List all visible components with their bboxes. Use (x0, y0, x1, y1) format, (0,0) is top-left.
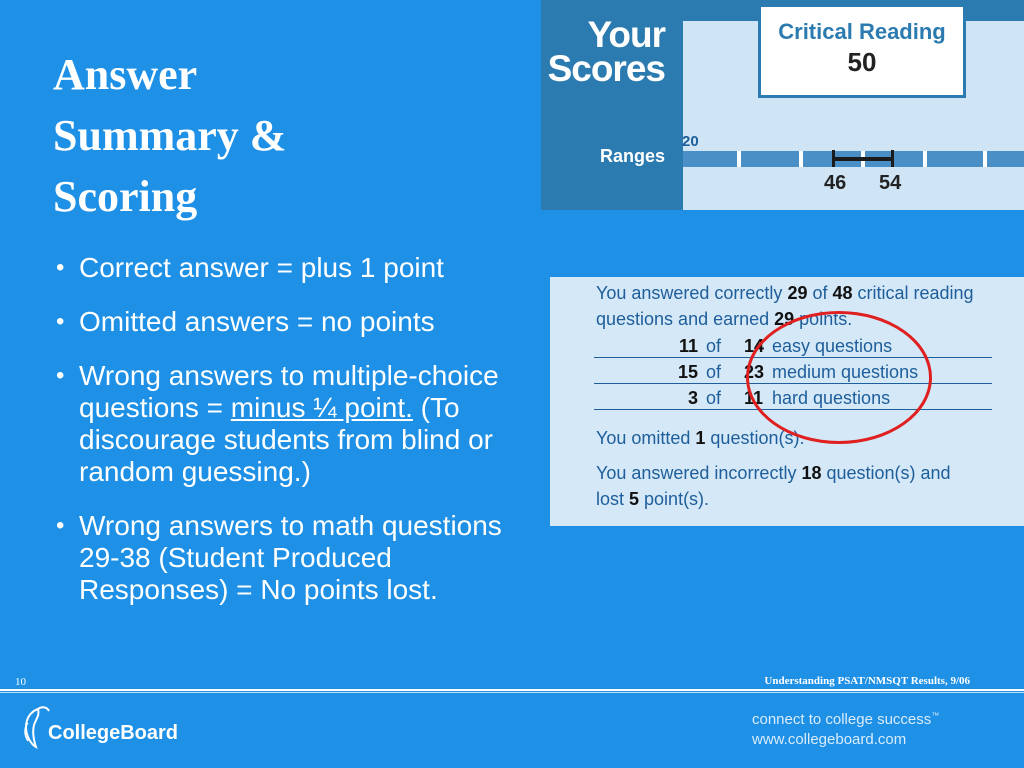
bullet-wrong-multiple-choice (56, 360, 544, 488)
bullet-text: Omitted answers = no points (79, 306, 435, 337)
row-total: 11 (744, 388, 764, 408)
incorrect-line (596, 460, 951, 486)
earned-points: 29 (774, 309, 795, 329)
footer-note: Understanding PSAT/NMSQT Results, 9/06 (764, 675, 970, 687)
scale-tick (799, 151, 803, 167)
correct-summary-line (596, 280, 974, 306)
trademark-mark: ™ (931, 711, 940, 720)
detail-text: You answered correctly (596, 283, 788, 303)
college-board-logo-text: CollegeBoard (48, 722, 179, 744)
bullet-underlined-text: minus ¼ point. (230, 392, 413, 423)
points-lost-line (596, 486, 709, 512)
heading-line: Scores (547, 48, 665, 89)
row-count: 11 (678, 336, 698, 356)
total-count: 48 (832, 283, 853, 303)
row-label: hard questions (772, 388, 891, 408)
detail-text: You answered incorrectly (596, 463, 802, 483)
ranges-label: Ranges (599, 146, 665, 166)
row-label: easy questions (772, 336, 893, 356)
bullet-text: Wrong answers to multiple-choice questions = (79, 360, 499, 423)
red-circle-highlight (746, 311, 932, 444)
score-range-line (833, 157, 893, 161)
detail-text: point(s). (639, 489, 710, 509)
slide-title: Answer Summary & Scoring (53, 50, 287, 221)
row-of: of (706, 362, 722, 382)
tagline (752, 706, 939, 750)
website-url: www.collegeboard.com (752, 731, 907, 748)
bullet-list (56, 252, 544, 628)
critical-reading-score-box (758, 4, 966, 98)
bullet-text: Correct answer = plus 1 point (79, 252, 444, 283)
row-of: of (706, 336, 722, 356)
slide-number: 10 (15, 676, 26, 688)
your-scores-heading (541, 14, 665, 89)
omitted-count: 1 (695, 428, 706, 448)
points-lost-count: 5 (629, 489, 640, 509)
tagline-line (752, 706, 939, 730)
detail-text: You omitted (596, 428, 696, 448)
row-count: 3 (687, 388, 698, 408)
score-report-panel (541, 0, 1024, 210)
scale-tick (983, 151, 987, 167)
footer-divider (0, 689, 1024, 691)
row-of: of (706, 388, 722, 408)
scale-tick (737, 151, 741, 167)
incorrect-count: 18 (801, 463, 822, 483)
bullet-text: Wrong answers to math questions 29-38 (Student Produced Responses) = No points lost. (79, 510, 502, 605)
detail-text: lost (596, 489, 630, 509)
detail-text: question(s) and (821, 463, 951, 483)
range-low-value: 46 (824, 172, 847, 194)
detail-text: questions and earned (596, 309, 775, 329)
bullet-omitted-answers (56, 306, 544, 338)
bullet-text: (To discourage students from blind or random guessing.) (79, 392, 493, 487)
bullet-correct-answer (56, 252, 544, 284)
tagline-text: connect to college success (752, 711, 932, 728)
range-cap-high (891, 150, 894, 167)
scale-min-label: 20 (682, 133, 699, 150)
range-high-value: 54 (879, 172, 902, 194)
range-cap-low (832, 150, 835, 167)
correct-count: 29 (787, 283, 808, 303)
detail-text: points. (794, 309, 853, 329)
row-total: 23 (744, 362, 765, 382)
section-score: 50 (847, 47, 877, 77)
row-total: 14 (744, 336, 765, 356)
footer-divider-thin (0, 692, 1024, 693)
detail-text: question(s). (705, 428, 805, 448)
scale-tick (923, 151, 927, 167)
heading-line: Your (587, 14, 665, 55)
section-label: Critical Reading (778, 19, 946, 44)
bullet-wrong-math (56, 510, 544, 606)
detail-text: critical reading (852, 283, 974, 303)
detail-text: of (807, 283, 833, 303)
row-count: 15 (677, 362, 698, 382)
row-label: medium questions (772, 362, 919, 382)
omitted-line (596, 425, 804, 451)
